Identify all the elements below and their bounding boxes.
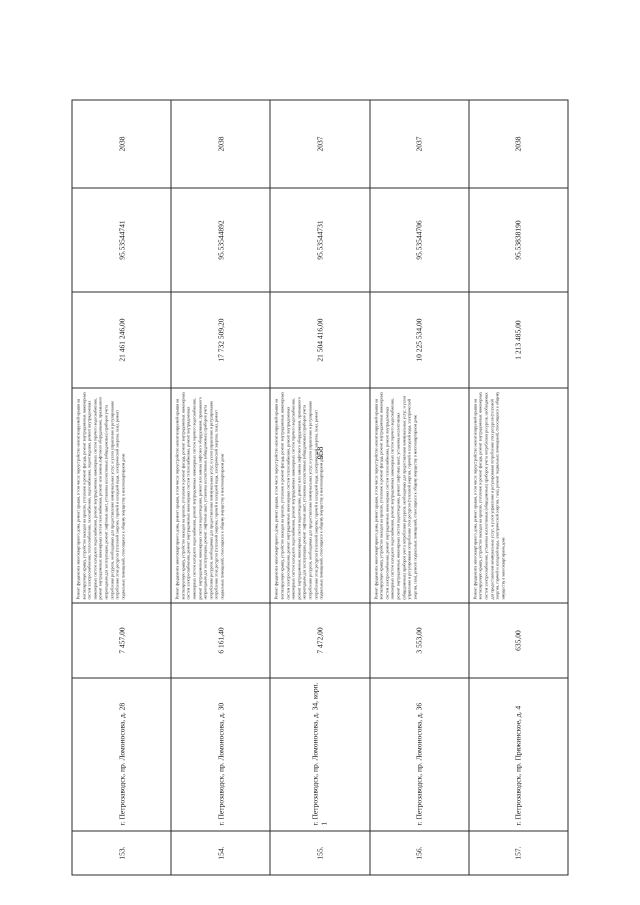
row-number: 154. xyxy=(171,831,270,875)
repair-year: 2038 xyxy=(171,100,270,188)
house-address: г. Петрозаводск, пр. Ломоносова, д. 28 xyxy=(72,678,171,831)
house-address: г. Петрозаводск, пр. Ломоносова, д. 36 xyxy=(369,678,468,831)
repair-year: 2037 xyxy=(270,100,369,188)
house-address: г. Петрозаводск, пр. Пряжинское, д. 4 xyxy=(468,678,567,831)
repair-year: 2037 xyxy=(369,100,468,188)
repair-works-list: Ремонт фундамента многоквартирного дома, ремонт крыши, в том числе переустройство невентилируемой крыши на вентилируемую крышу, устройство выходов на кровлю, утепление и ремонт фасада, ремонт внутридомовых инженерных систем электроснабжения, установка коллективных (общедомовых) приборов учета потребления ресурсов, необходимых для предоставления коммунальных услуг, и узлов управления и регулирования потребления этих ресурсов (тепловой энергии, горячей и холодной воды, электрической энергии, газа), ремонт подвальных помещений, относящихся к общему имуществу в многоквартирном доме xyxy=(468,388,567,603)
house-code: 95.53544741 xyxy=(72,188,171,292)
row-number: 153. xyxy=(72,831,171,875)
house-area: 7 457,00 xyxy=(72,603,171,678)
row-number: 157. xyxy=(468,831,567,875)
house-area: 635,00 xyxy=(468,603,567,678)
row-number: 155. xyxy=(270,831,369,875)
house-code: 95.53544892 xyxy=(171,188,270,292)
repair-cost: 1 213 485,00 xyxy=(468,292,567,388)
repair-works-list: Ремонт фундамента многоквартирного дома, ремонт крыши, в том числе переустройство невентилируемой крыши на вентилируемую крышу, устройство выходов на кровлю, утепление и ремонт фасада, ремонт внутридомовых инженерных систем электроснабжения, ремонт внутридомовых инженерных систем теплоснабжения, ремонт внутридомовых инженерных систем холодного водоснабжения, ремонт внутридомовых инженерных систем горячего водоснабжения, ремонт внутридомовых инженерных систем водоотведения, ремонт или замена лифтового оборудования, признанного непригодным для эксплуатации, ремонт лифтовых шахт, установка коллективных (общедомовых) приборов учета потребления ресурсов, необходимых для предоставления коммунальных услуг, и узлов управления и регулирования потребления этих ресурсов (тепловой энергии, горячей и холодной воды, электрической энергии, газа), ремонт подвальных помещений, относящихся к общему имуществу в многоквартирном доме xyxy=(270,388,369,603)
repair-year: 2038 xyxy=(468,100,567,188)
table-row xyxy=(369,100,468,875)
repair-cost: 17 732 509,20 xyxy=(171,292,270,388)
repair-works-list: Ремонт фундамента многоквартирного дома, ремонт крыши, в том числе переустройство невентилируемой крыши на вентилируемую крышу, устройство выходов на кровлю, утепление и ремонт фасада, ремонт внутридомовых инженерных систем электроснабжения, ремонт внутридомовых инженерных систем теплоснабжения, ремонт внутридомовых инженерных систем холодного водоснабжения, ремонт внутридомовых инженерных систем горячего водоснабжения, ремонт внутридомовых инженерных систем водоотведения, ремонт или замена лифтового оборудования, признанного непригодным для эксплуатации, ремонт лифтовых шахт, установка коллективных (общедомовых) приборов учета потребления ресурсов, необходимых для предоставления коммунальных услуг, и узлов управления и регулирования потребления этих ресурсов (тепловой энергии, горячей и холодной воды, электрической энергии, газа), ремонт подвальных помещений, относящихся к общему имуществу в многоквартирном доме xyxy=(171,388,270,603)
row-number: 156. xyxy=(369,831,468,875)
house-address: г. Петрозаводск, пр. Ломоносова, д. 34, корп. 1 xyxy=(270,678,369,831)
repair-cost: 21 504 416,00 xyxy=(270,292,369,388)
table-row xyxy=(171,100,270,875)
house-area: 7 472,00 xyxy=(270,603,369,678)
house-area: 3 553,00 xyxy=(369,603,468,678)
repair-cost: 21 461 246,00 xyxy=(72,292,171,388)
house-code: 95.53544731 xyxy=(270,188,369,292)
repair-year: 2038 xyxy=(72,100,171,188)
capital-repair-table xyxy=(71,100,568,876)
table-row xyxy=(72,100,171,875)
repair-cost: 10 225 534,00 xyxy=(369,292,468,388)
house-code: 95.53838190 xyxy=(468,188,567,292)
house-code: 95.53544706 xyxy=(369,188,468,292)
table-row xyxy=(270,100,369,875)
repair-works-list: Ремонт фундамента многоквартирного дома, ремонт крыши, в том числе переустройство невентилируемой крыши на вентилируемую крышу, устройство выходов на кровлю, утепление и ремонт фасада, ремонт внутридомовых инженерных систем электроснабжения, теплоснабжения, газоснабжения, водоснабжения, водоотведения, ремонт внутридомовых инженерных систем холодного водоснабжения, ремонт внутридомовых инженерных систем горячего водоснабжения, ремонт внутридомовых инженерных систем газоснабжения, ремонт или замена лифтового оборудования, признанного непригодным для эксплуатации, ремонт лифтовых шахт, установка коллективных (общедомовых) приборов учета потребления ресурсов, необходимых для предоставления коммунальных услуг, и узлов управления и регулирования потребления этих ресурсов (тепловой энергии, горячей и холодной воды, электрической энергии, газа), ремонт подвальных помещений, относящихся к общему имуществу в многоквартирном доме xyxy=(72,388,171,603)
table-row xyxy=(468,100,567,875)
rotated-table-container xyxy=(71,101,567,876)
house-area: 6 161,40 xyxy=(171,603,270,678)
page-number: 958 xyxy=(315,446,325,460)
house-address: г. Петрозаводск, пр. Ломоносова, д. 30 xyxy=(171,678,270,831)
repair-works-list: Ремонт фундамента многоквартирного дома, ремонт крыши, в том числе переустройство невентилируемой крыши на вентилируемую крышу, устройство выходов на кровлю, утепление и ремонт фасада, ремонт внутридомовых инженерных систем электроснабжения, ремонт внутридомовых инженерных систем теплоснабжения, ремонт внутридомовых инженерных систем холодного водоснабжения, ремонт внутридомовых инженерных систем горячего водоснабжения, ремонт внутридомовых инженерных систем водоотведения, ремонт лифтовых шахт, установка коллективных (общедомовых) приборов учета потребления ресурсов, необходимых для предоставления коммунальных услуг, и узлов управления и регулирования потребления этих ресурсов (тепловой энергии, горячей и холодной воды, электрической энергии, газа), ремонт подвальных помещений, относящихся к общему имуществу в многоквартирном доме xyxy=(369,388,468,603)
